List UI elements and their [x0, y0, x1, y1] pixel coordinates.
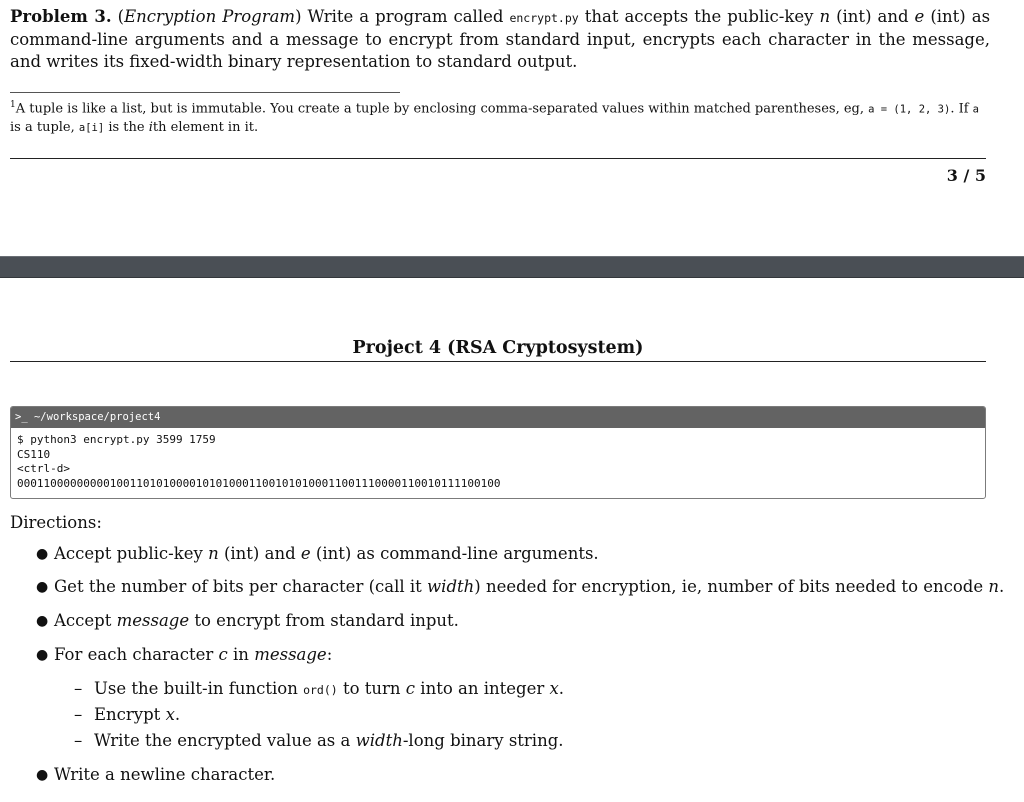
page-divider: [0, 256, 1024, 278]
footnote-rule: [10, 92, 400, 93]
terminal-output: [11, 428, 985, 491]
terminal-path: ~/workspace/project4: [33, 411, 161, 423]
problem-statement: Problem 3. (Encryption Program) Write a program called encrypt.py that accepts the public-key n (int) and e (int) as command-line arguments and a message to encrypt from standard input, encrypts each character in the message, and writes its fixed-width binary representation to standard output.: [10, 7, 991, 71]
bullet-icon: ●: [36, 613, 49, 629]
terminal-line: <ctrl-d>: [17, 462, 70, 475]
directions-label: Directions:: [10, 513, 102, 532]
bullet-icon: ●: [36, 647, 49, 663]
terminal-title-bar: [11, 407, 985, 428]
dash-icon: –: [74, 731, 83, 750]
bullet-icon: ●: [36, 546, 49, 562]
page-number: 3 / 5: [946, 166, 986, 185]
terminal-line: 0001100000000010011010100001010100011001010100011001110000110010111100100: [17, 476, 501, 490]
problem-title: Encryption Program: [124, 7, 296, 26]
page-header-title: Project 4 (RSA Cryptosystem): [352, 338, 644, 358]
terminal-line: $ python3 encrypt.py 3599 1759: [17, 433, 216, 446]
footnote: $^1$A tuple is like a list, but is immutable. You create a tuple by enclosing comma-separated values within matched parentheses, eg, a = (1, 2, 3). If a is a tuple, a[i] is the ith element in it.: [10, 100, 979, 135]
bullet-icon: ●: [36, 579, 49, 595]
dash-icon: –: [74, 705, 83, 724]
terminal-line: CS110: [17, 447, 51, 461]
page-header-rule: [10, 361, 986, 362]
terminal-window: [10, 406, 986, 499]
page-footer-rule: [10, 158, 986, 159]
problem-heading: Problem 3.: [10, 7, 112, 26]
terminal-icon: >_: [15, 411, 28, 423]
footnote-mark: 1: [10, 100, 16, 110]
bullet-icon: ●: [36, 767, 49, 783]
filename-code: encrypt.py: [509, 11, 579, 25]
dash-icon: –: [74, 679, 83, 698]
